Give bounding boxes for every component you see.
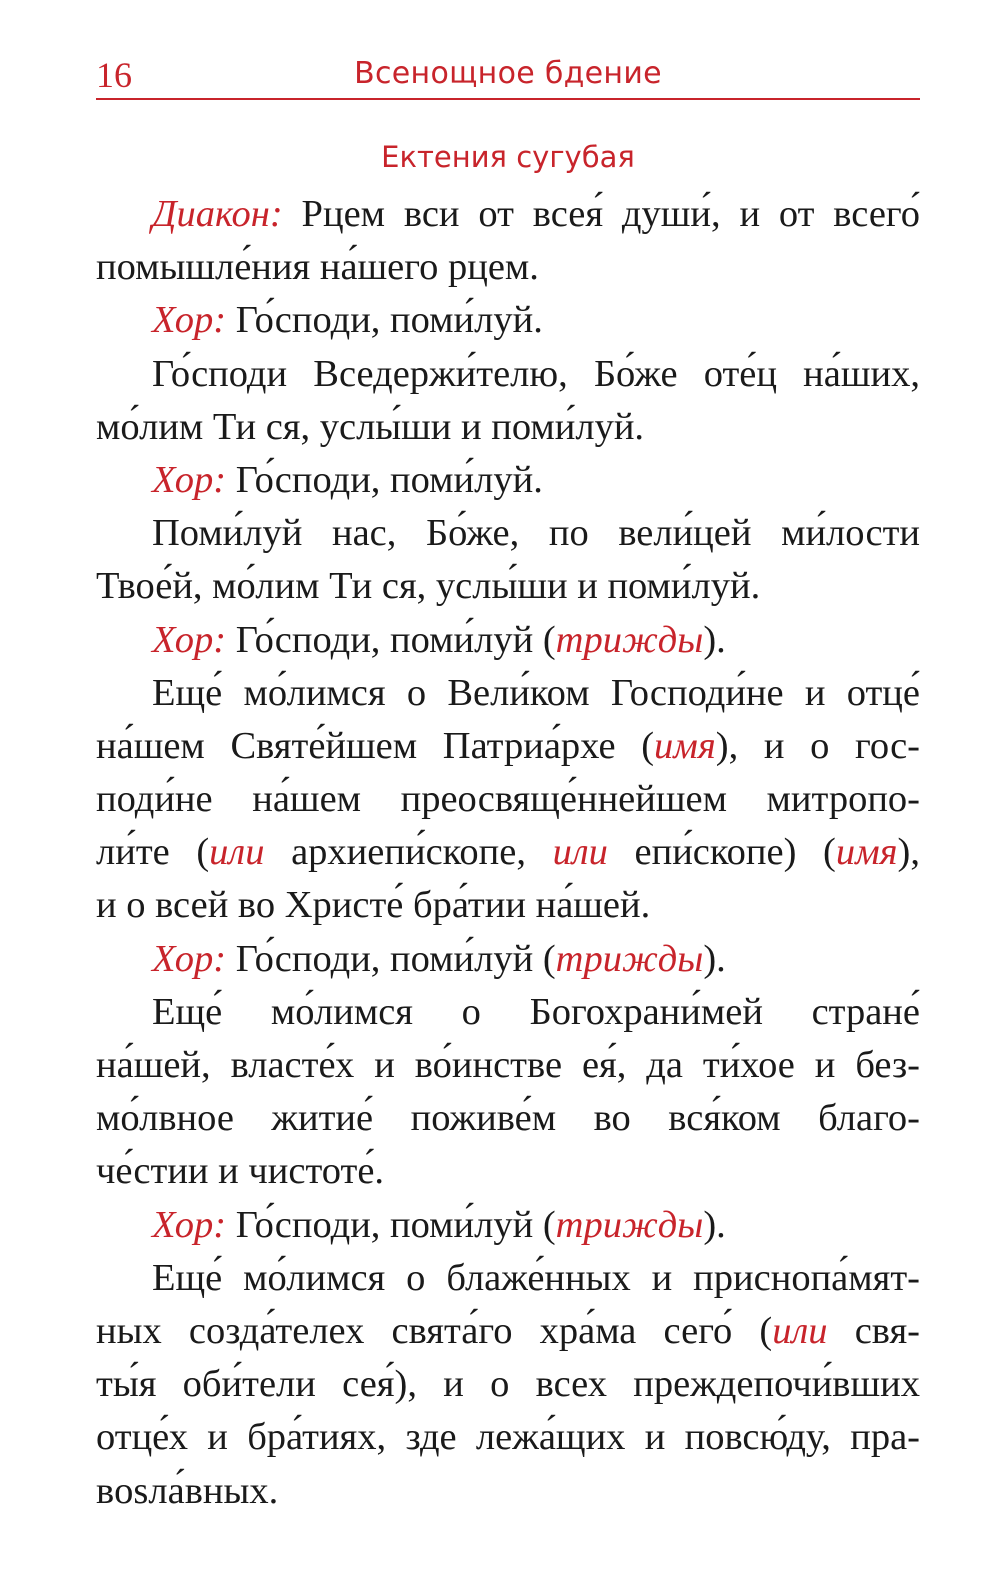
text-line: Еще́ мо́лимся о блаже́нных и приснопа́мят- [152, 1256, 920, 1299]
text-line: че́стии и чистоте́. [96, 1150, 385, 1193]
role-label: Хор: [152, 458, 227, 501]
rubric-note: или [209, 831, 265, 874]
text-line: Хор: Го́споди, поми́луй. [152, 458, 543, 501]
running-title: Всенощное бдение [354, 56, 662, 91]
text-line: отце́х и бра́тиях, зде лежа́щих и повсю́ду, пра- [96, 1416, 920, 1459]
body-text [96, 188, 920, 1518]
header-rule [96, 98, 920, 100]
text-line: Еще́ мо́лимся о Богохрани́мей стране́ [152, 990, 920, 1033]
text-line: Хор: Го́споди, поми́луй (трижды). [152, 1203, 726, 1246]
page-header [96, 54, 920, 98]
rubric-note: имя [654, 724, 716, 767]
rubric-note: или [552, 831, 608, 874]
rubric-note: имя [835, 831, 898, 874]
text-line: на́шей, власте́х и во́инстве ея́, да ти́хое и без- [96, 1044, 920, 1086]
text-line: помышле́ния на́шего рцем. [96, 246, 539, 289]
text-line: Еще́ мо́лимся о Вели́ком Господи́не и отце́ [152, 671, 920, 714]
text-line: Хор: Го́споди, поми́луй (трижды). [152, 937, 726, 980]
text-line: Диакон: Рцем вси от всея́ души́, и от всего́ [152, 193, 920, 235]
text-line: вosла́вных. [96, 1469, 279, 1512]
text-line: ли́те (или архиепи́скопе, или епи́скопе) (имя), [96, 831, 920, 874]
text-line: мо́лвное житие́ поживе́м во вся́ком благо- [96, 1097, 920, 1140]
text-line: Хор: Го́споди, поми́луй (трижды). [152, 618, 726, 661]
page-number: 16 [96, 55, 132, 95]
text-line: и о всей во Христе́ бра́тии на́шей. [96, 884, 651, 927]
text-line: Твое́й, мо́лим Ти ся, услы́ши и поми́луй. [96, 565, 761, 608]
text-line: Поми́луй нас, Бо́же, по вели́цей ми́лости [152, 512, 920, 555]
role-label: Хор: [152, 618, 227, 661]
text-line: Го́споди Вседержи́телю, Бо́же оте́ц на́ших, [152, 352, 920, 395]
rubric-note: трижды [555, 937, 704, 980]
text-line: ных созда́телех свята́го хра́ма сего́ (или свя- [96, 1309, 920, 1352]
text-line: на́шем Святе́йшем Патриа́рхе (имя), и о гос- [96, 724, 921, 767]
rubric-note: или [772, 1309, 828, 1352]
text-line: поди́не на́шем преосвяще́ннейшем митропо- [96, 778, 920, 821]
text-line: мо́лим Ти ся, услы́ши и поми́луй. [96, 405, 645, 448]
role-label: Хор: [152, 1203, 227, 1246]
role-label: Хор: [152, 299, 227, 342]
text-line: Хор: Го́споди, поми́луй. [152, 299, 543, 342]
rubric-note: трижды [555, 1203, 704, 1246]
text-line: ты́я оби́тели сея́), и о всех преждепочи́вших [96, 1363, 920, 1406]
rubric-note: трижды [555, 618, 704, 661]
role-label: Диакон: [152, 193, 283, 235]
section-title: Ектения сугубая [381, 140, 635, 174]
role-label: Хор: [152, 937, 227, 980]
